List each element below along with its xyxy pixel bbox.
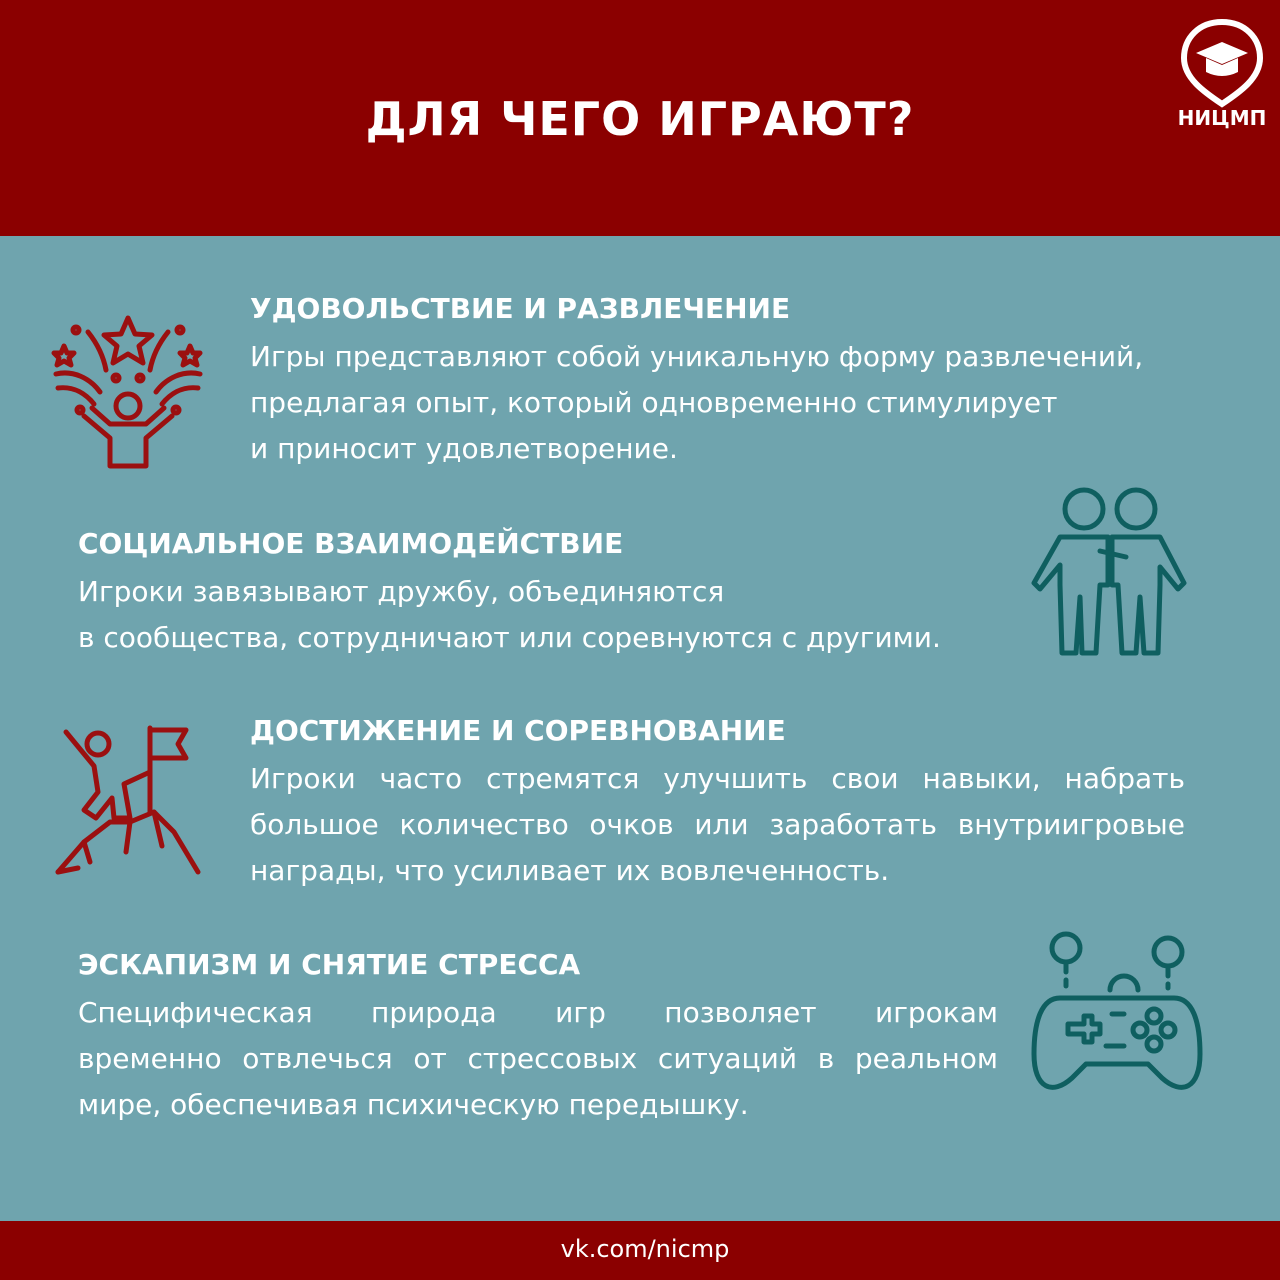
section-body <box>250 756 1185 894</box>
section-body <box>78 990 998 1128</box>
body-line: предлагая опыт, который одновременно стимулирует <box>250 386 1058 419</box>
section-entertainment <box>250 292 1210 472</box>
footer-band <box>0 1221 1280 1280</box>
body-line: и приносит удовлетворение. <box>250 432 678 465</box>
graduation-cap-pin-icon <box>1172 18 1272 108</box>
body-line: временно отвлечься от стрессовых ситуаций в реальном <box>78 1042 998 1075</box>
body-line: большое количество очков или заработать внутриигровые <box>250 808 1185 841</box>
celebration-person-icon <box>48 312 208 472</box>
body-line: Игры представляют собой уникальную форму развлечений, <box>250 340 1144 373</box>
section-escapism <box>78 948 998 1128</box>
body-line: Игроки завязывают дружбу, объединяются <box>78 575 725 608</box>
body-line: мире, обеспечивая психическую передышку. <box>78 1088 749 1121</box>
body-line: Специфическая природа игр позволяет игрокам <box>78 996 998 1029</box>
section-heading: ДОСТИЖЕНИЕ И СОРЕВНОВАНИЕ <box>250 714 786 747</box>
header-band <box>0 0 1280 236</box>
section-body <box>78 569 998 661</box>
mountain-flag-climber-icon <box>54 722 204 882</box>
body-line: Игроки часто стремятся улучшить свои навыки, набрать <box>250 762 1185 795</box>
body-line: в сообщества, сотрудничают или соревнуются с другими. <box>78 621 941 654</box>
section-body <box>250 334 1210 472</box>
section-heading: СОЦИАЛЬНОЕ ВЗАИМОДЕЙСТВИЕ <box>78 527 624 560</box>
footer-link[interactable]: vk.com/nicmp <box>560 1235 730 1263</box>
section-heading: УДОВОЛЬСТВИЕ И РАЗВЛЕЧЕНИЕ <box>250 292 791 325</box>
body-line: награды, что усиливает их вовлеченность. <box>250 854 890 887</box>
page-title: ДЛЯ ЧЕГО ИГРАЮТ? <box>365 92 915 146</box>
section-social <box>78 527 998 661</box>
section-heading: ЭСКАПИЗМ И СНЯТИЕ СТРЕССА <box>78 948 581 981</box>
logo-text: НИЦМП <box>1177 106 1267 130</box>
logo <box>1172 18 1272 133</box>
two-people-icon <box>1030 485 1190 660</box>
section-achievement <box>250 714 1185 894</box>
gamepad-icon <box>1030 928 1205 1103</box>
